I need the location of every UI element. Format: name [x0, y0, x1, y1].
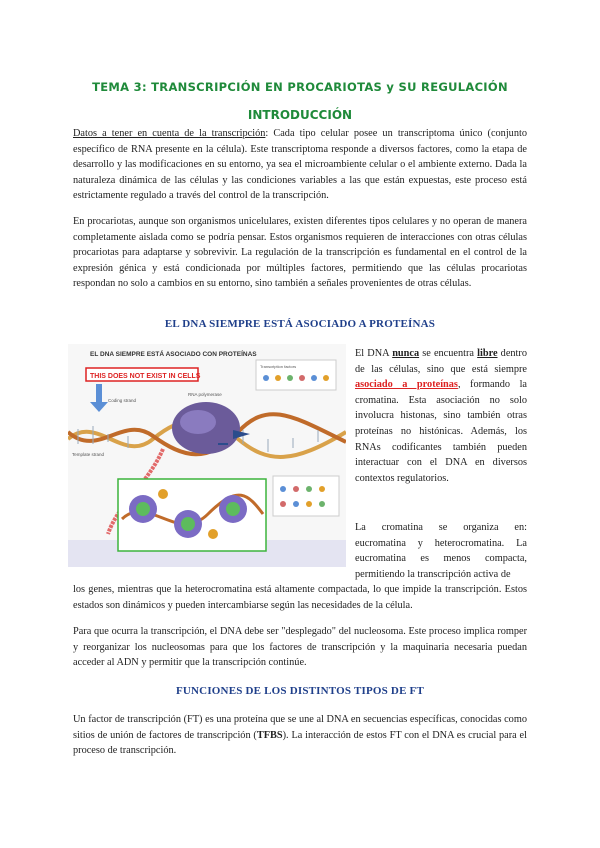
nunca-word: nunca [392, 348, 420, 359]
chromatin-continuation: los genes, mientras que la heterocromatina está altamente compactada, lo que impide la transcripción. Estos estados son dinámicos y pueden intercambiarse según las necesidades de la célula. [73, 584, 527, 611]
ft-paragraph: Un factor de transcripción (FT) es una proteína que se une al DNA en secuencias específicas, conocidas como sitios de unión de factores de transcripción (TFBS). La interacción de estos FT con el DNA es crucial para el proceso de transcripción. [73, 714, 527, 757]
side-paragraph-1: El DNA nunca se encuentra libre dentro de las células, sino que está siempre asociado a proteínas, formando la cromatina. Esta asociación no solo involucra histonas, sino también otras proteínas no histónicas. Además, los RNAs codificantes también pueden interactuar con el DNA en diversos contextos regulatorios. [355, 348, 527, 484]
side-paragraph-2: La cromatina se organiza en: eucromatina y heterocromatina. La eucromatina es menos compacta, permitiendo la transcripción activa de [355, 522, 527, 580]
unfolding-paragraph: Para que ocurra la transcripción, el DNA debe ser "desplegado" del nucleosoma. Este proceso implica romper y reorganizar los nucleosomas para que los factores de transcripción y la maquinaria necesaria puedan acceder al ADN y permitir que la transcripción continúe. [73, 626, 527, 669]
tf-inset-label: Transcription factors [260, 364, 297, 369]
arrow-shaft [96, 384, 102, 402]
figure-warning: THIS DOES NOT EXIST IN CELLS [90, 373, 201, 380]
section-ft-heading: FUNCIONES DE LOS DISTINTOS TIPOS DE FT [175, 685, 425, 697]
prokaryote-paragraph: En procariotas, aunque son organismos unicelulares, existen diferentes tipos celulares y no operan de manera completamente aislada como se podría pensar. Estos organismos requieren de interacciones con otras células procariotas para adaptarse y sobrevivir. La regulación de la transcripción es fundamental en el control de la expresión génica y está condicionada por múltiples factores, permitiendo que las células procariotas respondan no solo a cambios en su entorno, sino también a señales provenientes de otras células. [73, 216, 527, 290]
coding-strand-label: Coding strand [108, 398, 137, 403]
dna-protein-figure [68, 344, 346, 567]
asociado-phrase: asociado a proteínas [355, 379, 458, 391]
tf-inset-2 [273, 476, 339, 516]
intro-lead: Datos a tener en cuenta de la transcripción [73, 128, 266, 139]
rna-polymerase-label: RNA polymerase [188, 392, 222, 397]
figure-header: EL DNA SIEMPRE ESTÁ ASOCIADO CON PROTEÍNAS [90, 351, 257, 358]
dna-figure-svg [68, 344, 346, 567]
intro-paragraph [73, 126, 527, 204]
intro-text: : Cada tipo celular posee un transcriptoma único (conjunto específico de RNA presente en la célula). Este transcriptoma responde a diversos factores, como la etapa de desarrollo y las modificaciones en su entorno, ya sea el microambiente celular o el ambiente externo. Dada la naturaleza dinámica de las células y las condiciones variables a las que están expuestas, este proceso está estrictamente regulado a través del control de la transcripción. [73, 128, 527, 202]
tfbs-term: TFBS [256, 729, 283, 741]
document-title: TEMA 3: TRANSCRIPCIÓN EN PROCARIOTAS y SU REGULACIÓN [92, 80, 508, 94]
intro-heading: INTRODUCCIÓN [247, 108, 353, 122]
template-strand-label: Template strand [72, 452, 105, 457]
section-dna-proteins-heading: EL DNA SIEMPRE ESTÁ ASOCIADO A PROTEÍNAS [164, 318, 436, 330]
libre-word: libre [477, 348, 498, 359]
